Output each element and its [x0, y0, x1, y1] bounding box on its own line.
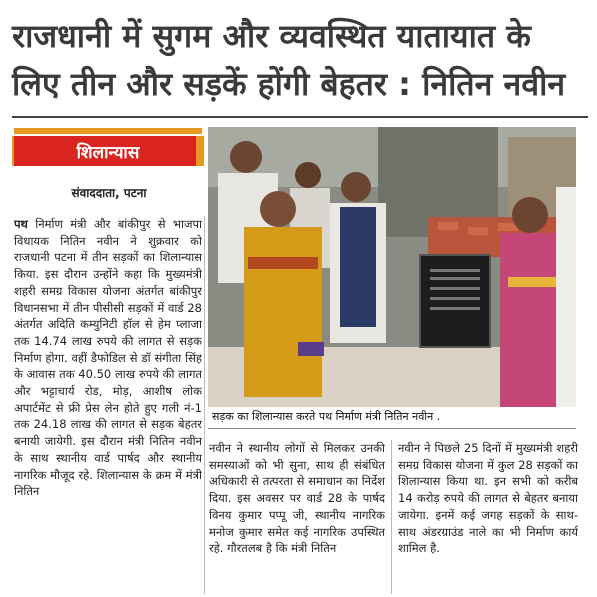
kicker-label — [14, 128, 202, 168]
column-divider-1 — [204, 216, 205, 594]
headline-line-1: राजधानी में सुगम और व्यवस्थित यातायात के — [12, 17, 531, 55]
article-column-1 — [14, 216, 202, 594]
lead-word: पथ — [14, 217, 28, 231]
column-1-text: निर्माण मंत्री और बांकीपुर से भाजपा विधायक नितिन नवीन ने शुक्रवार को राजधानी पटना में तीन सड़कों का शिलान्यास किया. इस दौरान उन्होंने कहा कि मुख्यमंत्री शहरी समग्र विकास योजना अंतर्गत बांकीपुर विधानसभा में तीन पीसीसी सड़कों में वार्ड 28 अंतर्गत अदिति कम्युनिटी हॉल से हेम प्लाजा तक 14.74 लाख रुपये की लागत से सड़क निर्माण होगा. वहीं डैफोडिल से डॉ संगीता सिंह के आवास तक 40.50 लाख रुपये की लागत और भट्टाचार्य रोड, मोड़, आशीष लोक अपार्टमेंट से फ्री प्रेस लेन होते हुए गली नं-1 तक 24.18 लाख की लागत से सड़क बेहतर बनायी जायेगी. इस दौरान मंत्री नितिन नवीन के साथ स्थानीय वार्ड पार्षद और स्थानीय नागरिक मौजूद रहे. शिलान्यास के क्रम में मंत्री नितिन — [14, 217, 202, 499]
headline-rule — [12, 116, 588, 118]
news-photo — [208, 127, 576, 407]
kicker-accent-bar — [14, 128, 202, 134]
column-divider-2 — [391, 440, 392, 594]
article-column-3: नवीन ने पिछले 25 दिनों में मुख्यमंत्री शहरी समग्र विकास योजना में कुल 28 सड़कों का शिलान्यास किया था. इन सभी को करीब 14 करोड़ रुपये की लागत से बेहतर बनाया जायेगा. इनमें कई जगह सड़कों के साथ- साथ अंडरग्राउंड नाले का भी निर्माण कार्य शामिल है. — [398, 441, 578, 556]
headline-line-2: लिए तीन और सड़कें होंगी बेहतर : नितिन नवीन — [12, 65, 566, 103]
article-column-2: नवीन ने स्थानीय लोगों से मिलकर उनकी समस्याओं को भी सुना, साथ ही संबंधित अधिकारी से तत्परता से समाधान का निर्देश दिया. इस अवसर पर वार्ड 28 के पार्षद विनय कुमार पप्पू जी, स्थानीय नागरिक मनोज कुमार समेत कई नागरिक उपस्थित रहे. गौरतलब है कि मंत्री नितिन — [209, 441, 385, 556]
byline: संवाददाता, पटना — [71, 186, 147, 200]
kicker-right-accent — [196, 136, 204, 166]
caption-rule — [208, 428, 576, 429]
kicker-text: शिलान्यास — [14, 136, 202, 166]
photo-caption: सड़क का शिलान्यास करते पथ निर्माण मंत्री नितिन नवीन . — [212, 410, 441, 423]
photo-illustration — [208, 127, 576, 407]
